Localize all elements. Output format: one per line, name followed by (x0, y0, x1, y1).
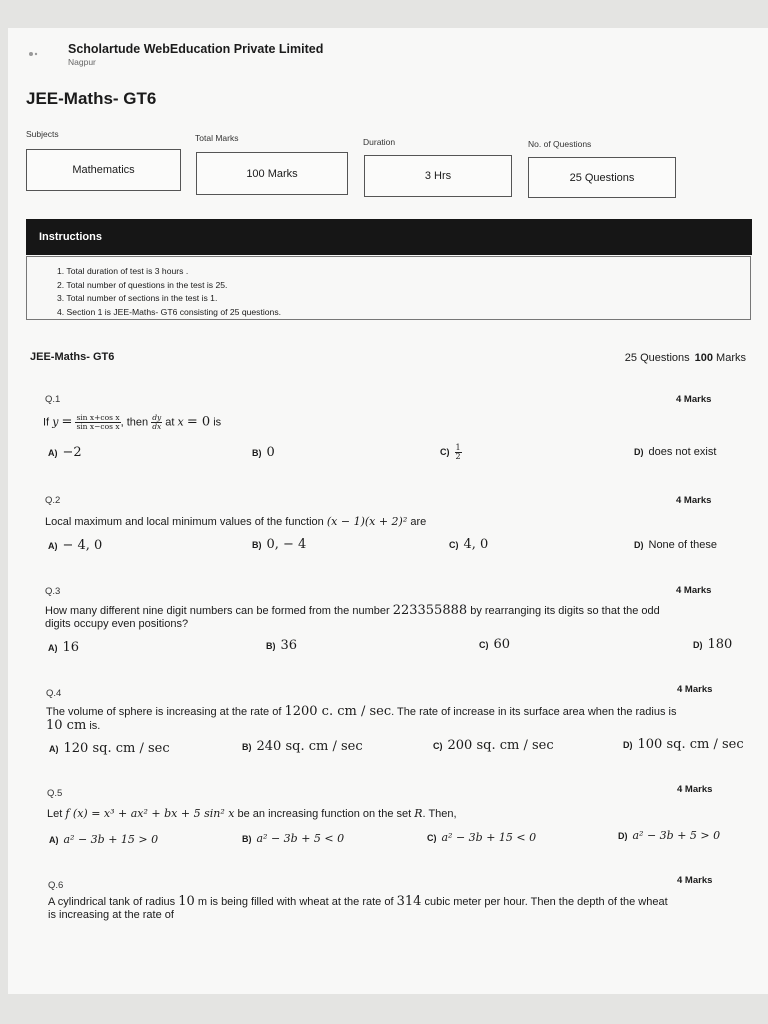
instructions-title: Instructions (39, 231, 102, 243)
question-number: Q.5 (47, 788, 63, 799)
question-text: How many different nine digit numbers can be formed from the number 223355888 by rearranging its digits so that the odd digits occupy even positions? (45, 603, 660, 630)
option-b[interactable]: B) 0 (252, 445, 275, 460)
duration-box (364, 155, 512, 197)
instruction-item: 3. Total number of sections in the test is 1. (57, 293, 218, 303)
derivative-fraction: $\frac{dy}{dx}$ (152, 413, 162, 431)
question-number: Q.3 (45, 586, 61, 597)
option-c[interactable]: C) 60 (479, 637, 511, 652)
questions-count-box (528, 157, 676, 198)
option-d[interactable]: D) a² − 3b + 5 > 0 (618, 829, 721, 842)
question-text: Let f (x) = x³ + ax² + bx + 5 sin² x be an increasing function on the set R. Then, (47, 807, 457, 820)
question-text: The volume of sphere is increasing at the rate of 1200 c. cm / sec. The rate of increase in its surface area when the radius is 10 cm is. (46, 704, 677, 733)
fraction: $\frac{1}{2}$ (455, 443, 461, 461)
option-c[interactable]: C) $\frac{1}{2}$ (440, 443, 461, 461)
option-b[interactable]: B) a² − 3b + 5 < 0 (242, 832, 345, 845)
duration-value: 3 Hrs (424, 170, 452, 182)
question-marks: 4 Marks (677, 784, 713, 795)
total-marks-box (196, 152, 348, 195)
instruction-item: 2. Total number of questions in the test is 25. (57, 279, 228, 290)
option-a[interactable]: A) a² − 3b + 15 > 0 (49, 833, 159, 846)
option-c[interactable]: C) a² − 3b + 15 < 0 (427, 831, 537, 844)
option-b[interactable]: B) 0, − 4 (252, 537, 307, 552)
option-b[interactable]: B) 240 sq. cm / sec (242, 739, 363, 754)
instruction-item: 1. Total duration of test is 3 hours . (57, 266, 189, 276)
question-marks: 4 Marks (677, 875, 713, 886)
question-marks: 4 Marks (676, 394, 712, 405)
total-marks-label: Total Marks (195, 133, 239, 143)
section-title: JEE-Maths- GT6 (30, 351, 115, 363)
instructions-list (57, 265, 281, 319)
question-text: A cylindrical tank of radius 10 m is being filled with wheat at the rate of 314 cubic meter per hour. Then the depth of the wheat is increasing at the rate of (48, 894, 668, 921)
option-d[interactable]: D) 180 (693, 637, 733, 652)
fraction: $\frac{\text{sin x+cos x}}{\text{sin x−cos x}}$ (76, 413, 120, 431)
instructions-body (26, 256, 751, 320)
option-d[interactable]: D) does not exist (634, 446, 717, 458)
option-a[interactable]: A) 120 sq. cm / sec (49, 741, 170, 756)
organization-name: Scholartude WebEducation Private Limited (68, 42, 324, 56)
option-a[interactable]: A) −2 (48, 445, 82, 460)
question-marks: 4 Marks (677, 684, 713, 695)
instruction-item: 4. Section 1 is JEE-Maths- GT6 consisting of 25 questions. (57, 306, 282, 317)
questions-count-value: 25 Questions (569, 171, 635, 184)
subjects-value: Mathematics (72, 164, 135, 176)
option-c[interactable]: C) 200 sq. cm / sec (433, 738, 554, 753)
question-number: Q.1 (45, 394, 61, 405)
question-number: Q.2 (45, 495, 61, 506)
section-stats: 25 Questions 100 Marks (624, 352, 746, 364)
option-d[interactable]: D) None of these (634, 539, 717, 551)
question-text: Local maximum and local minimum values of the function (x − 1)(x + 2)² are (45, 515, 427, 528)
test-title: JEE-Maths- GT6 (26, 89, 157, 108)
option-a[interactable]: A) − 4, 0 (48, 538, 103, 553)
logo-icon (28, 51, 38, 57)
subjects-label: Subjects (26, 129, 59, 139)
option-b[interactable]: B) 36 (266, 638, 298, 653)
question-text: If y = $\frac{\text{sin x+cos x}}{\text{sin x−cos x}}$ , then $\frac{dy}{dx}$ at x = 0 is (43, 413, 222, 431)
organization-city: Nagpur (68, 57, 96, 67)
option-c[interactable]: C) 4, 0 (449, 537, 489, 552)
option-a[interactable]: A) 16 (48, 640, 80, 655)
question-number: Q.4 (46, 688, 62, 699)
subjects-box (26, 149, 181, 191)
total-marks-value: 100 Marks (246, 167, 298, 180)
instructions-header (26, 219, 752, 255)
question-marks: 4 Marks (676, 585, 712, 596)
option-d[interactable]: D) 100 sq. cm / sec (623, 737, 744, 752)
duration-label: Duration (363, 137, 396, 147)
question-marks: 4 Marks (676, 495, 712, 506)
questions-count-label: No. of Questions (528, 139, 592, 149)
question-number: Q.6 (48, 880, 64, 891)
